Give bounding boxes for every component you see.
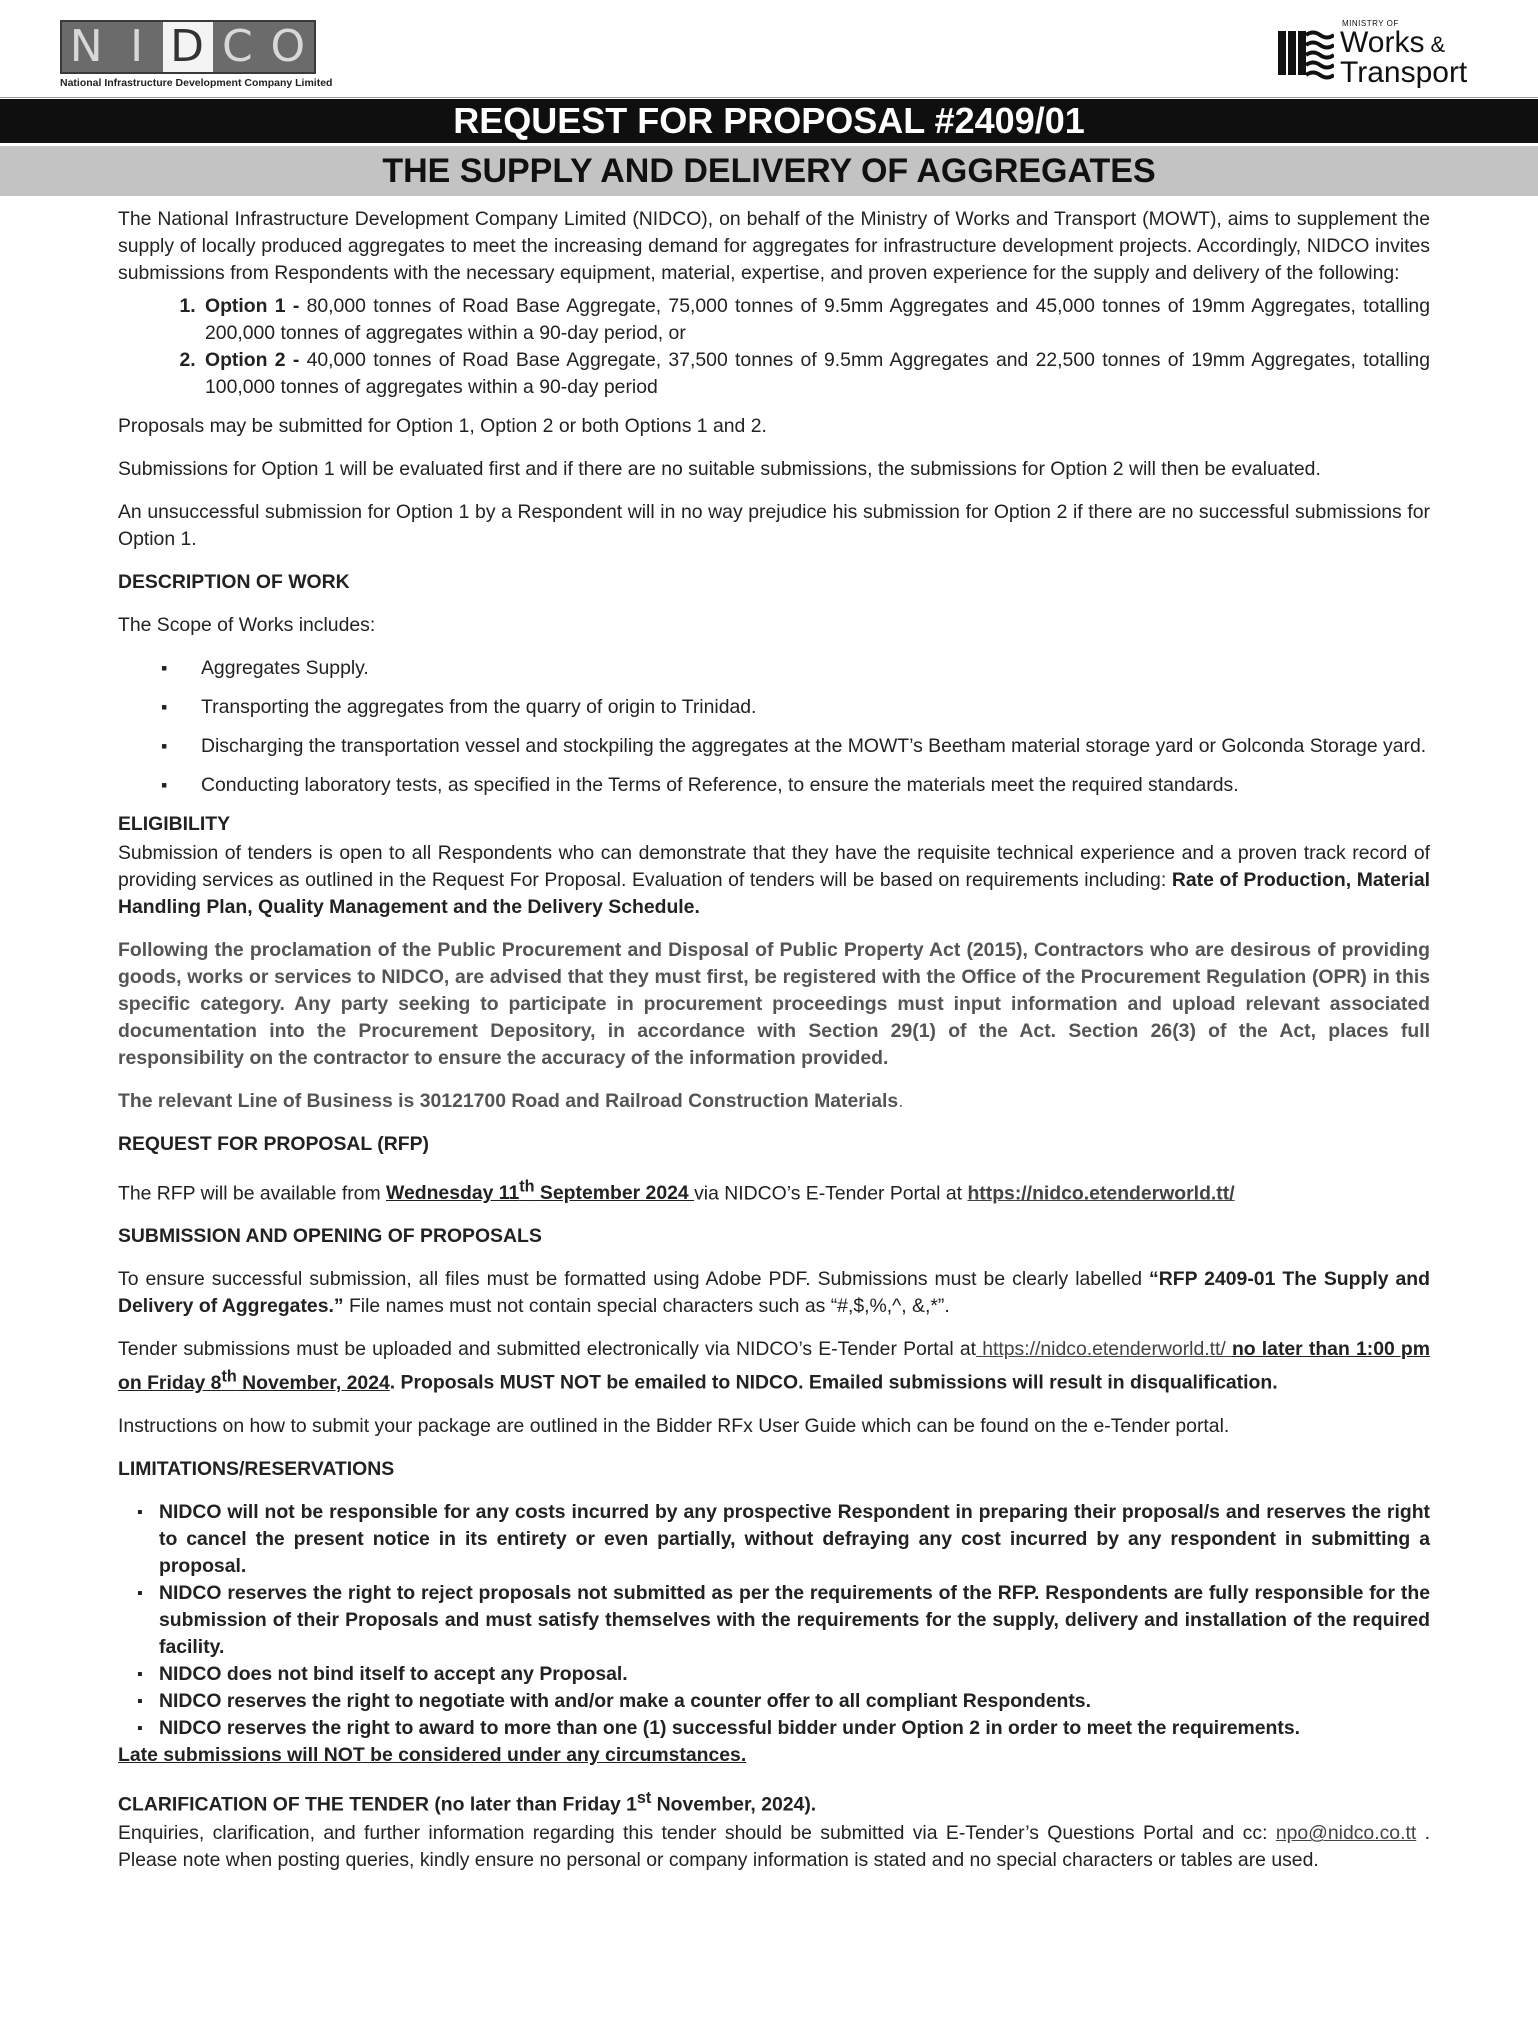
submission-heading: SUBMISSION AND OPENING OF PROPOSALS — [118, 1225, 542, 1248]
submission-format-text: To ensure successful submission, all files must be formatted using Adobe PDF. Submissions must be clearly labelled — [118, 1268, 1150, 1291]
clarification-note: . Please note when posting queries, kindly ensure no personal or company information is stated and no special characters or tables are used. — [118, 1822, 1430, 1872]
eligibility-requirements: Rate of Production, Material Handling Plan, Quality Management and the Delivery Schedule. — [118, 869, 1431, 918]
rfp-heading: REQUEST FOR PROPOSAL (RFP) — [118, 1133, 429, 1155]
scope-intro: The Scope of Works includes: — [118, 614, 376, 636]
rfp-availability-date — [386, 1178, 695, 1205]
rfp-date-rest: September 2024 — [534, 1182, 695, 1205]
limitations-list — [118, 1499, 1430, 1742]
scope-item: ▪ Conducting laboratory tests, as specified in the Terms of Reference, to ensure the materials meet the required standards. — [161, 772, 1430, 799]
evaluation-paragraph: Submissions for Option 1 will be evaluated first and if there are no suitable submissions, the submissions for Option 2 will then be evaluated. — [118, 458, 1321, 480]
nidco-fullname: National Infrastructure Development Company Limited — [60, 77, 333, 89]
options-list — [118, 293, 1430, 401]
submission-label: “RFP 2409-01 The Supply and Delivery of Aggregates.” — [118, 1268, 1430, 1318]
nidco-logo — [60, 20, 333, 89]
option-label: Option 1 - — [205, 295, 300, 317]
submission-format-paragraph — [118, 1266, 1430, 1320]
line-of-business-text: The relevant Line of Business is 30121700 Road and Railroad Construction Materials — [118, 1090, 899, 1112]
option-item — [201, 347, 1430, 401]
scope-item: ▪ Discharging the transportation vessel and stockpiling the aggregates at the MOWT’s Beetham material storage yard or Golconda Storage yard. — [161, 733, 1430, 760]
clarification-paragraph — [118, 1820, 1430, 1874]
rfp-date-suffix: th — [519, 1178, 535, 1196]
nidco-logo-letter: N — [69, 21, 105, 72]
eligibility-text: Submission of tenders is open to all Respondents who can demonstrate that they have the requisite technical experience and a proven track record of providing services as outlined in the Request For Proposal. Evaluation of tenders will be based on requirements including: — [118, 842, 1430, 891]
scope-list — [118, 655, 1430, 799]
deadline-text-b: November, 2024 — [236, 1371, 390, 1394]
submission-filenames: File names must not contain special characters such as “#,$,%,^, &,*”. — [343, 1295, 950, 1318]
line-of-business-period: . — [898, 1090, 904, 1112]
deadline-text-a: no later than 1:00 pm on Friday 8 — [118, 1338, 1430, 1394]
nidco-logo-letter: I — [130, 21, 146, 72]
option-item — [201, 293, 1430, 347]
rfp-date-day: Wednesday 11 — [386, 1182, 520, 1205]
etender-portal-link[interactable]: https://nidco.etenderworld.tt/ — [976, 1338, 1232, 1361]
limitation-item: ▪ NIDCO does not bind itself to accept any Proposal. — [137, 1661, 1430, 1688]
email-warning: . Proposals MUST NOT be emailed to NIDCO. Emailed submissions will result in disqualification. — [389, 1371, 1278, 1394]
mowt-logo — [1276, 20, 1467, 88]
limitation-item: ▪ NIDCO reserves the right to reject proposals not submitted as per the requirements of the RFP. Respondents are fully responsible for the submission of their Proposals and must satisfy themselves with the requirements for the supply, delivery and installation of the required facility. — [137, 1580, 1430, 1661]
limitation-item: ▪ NIDCO will not be responsible for any costs incurred by any prospective Respondent in preparing their proposal/s and reserves the right to cancel the present notice in its entirety or even partially, without defraying any cost incurred by any respondent in submitting a proposal. — [137, 1499, 1430, 1580]
description-heading: DESCRIPTION OF WORK — [118, 571, 350, 593]
procurement-paragraph: Following the proclamation of the Public Procurement and Disposal of Public Property Act (2015), Contractors who are desirous of providing goods, works or services to NIDCO, are advised that they must first, be registered with the Office of the Procurement Regulation (OPR) in this specific category. Any party seeking to participate in procurement proceedings must input information and upload relevant associated documentation into the Procurement Depository, in accordance with Section 29(1) of the Act. Section 26(3) of the Act, places full responsibility on the contractor to ensure the accuracy of the information provided. — [118, 939, 1430, 1069]
intro-paragraph: The National Infrastructure Development Company Limited (NIDCO), on behalf of the Ministry of Works and Transport (MOWT), aims to supplement the supply of locally produced aggregates to meet the increasing demand for aggregates for infrastructure development projects. Accordingly, NIDCO invites submissions from Respondents with the necessary equipment, material, expertise, and proven experience for the supply and delivery of the following: — [118, 208, 1430, 284]
limitation-item: ▪ NIDCO reserves the right to award to more than one (1) successful bidder under Option 2 in order to meet the requirements. — [137, 1715, 1430, 1742]
rfp-title: REQUEST FOR PROPOSAL #2409/01 — [0, 99, 1538, 143]
options-paragraph: Proposals may be submitted for Option 1, Option 2 or both Options 1 and 2. — [118, 415, 767, 437]
mowt-works-label: Works — [1340, 26, 1425, 59]
rfp-subject: THE SUPPLY AND DELIVERY OF AGGREGATES — [0, 146, 1538, 196]
clarification-heading-b: November, 2024). — [651, 1793, 817, 1816]
scope-item: ▪ Transporting the aggregates from the quarry of origin to Trinidad. — [161, 694, 1430, 721]
document-body — [118, 206, 1430, 1890]
mowt-ministry-label: MINISTRY OF — [1342, 19, 1399, 28]
scope-item: ▪ Aggregates Supply. — [161, 655, 1430, 682]
instructions-paragraph: Instructions on how to submit your package are outlined in the Bidder RFx User Guide which can be found on the e-Tender portal. — [118, 1414, 1230, 1437]
mowt-transport-label: Transport — [1340, 56, 1468, 89]
rfp-availability-mid: via NIDCO’s E-Tender Portal at — [694, 1182, 968, 1205]
page-header — [0, 0, 1538, 96]
submission-portal-text: Tender submissions must be uploaded and submitted electronically via NIDCO’s E-Tender Portal at — [118, 1338, 977, 1361]
rfp-availability — [118, 1174, 1430, 1207]
mowt-waves-icon — [1276, 25, 1334, 83]
limitations-heading: LIMITATIONS/RESERVATIONS — [118, 1457, 395, 1480]
option-label: Option 2 - — [205, 349, 300, 371]
nidco-logo-letter: O — [270, 21, 308, 72]
mowt-amp: & — [1430, 32, 1446, 57]
line-of-business — [118, 1088, 1430, 1115]
rfp-availability-pre: The RFP will be available from — [118, 1182, 386, 1205]
eligibility-heading: ELIGIBILITY — [118, 813, 231, 835]
nidco-logo-letter: D — [163, 22, 213, 72]
nidco-logo-letter: C — [222, 21, 255, 72]
etender-portal-link[interactable]: https://nidco.etenderworld.tt/ — [967, 1182, 1235, 1205]
limitation-item: ▪ NIDCO reserves the right to negotiate with and/or make a counter offer to all compliant Respondents. — [137, 1688, 1430, 1715]
eligibility-paragraph — [118, 840, 1430, 921]
header-divider — [0, 97, 1538, 98]
clarification-suffix: st — [636, 1788, 652, 1807]
clarification-heading-a: CLARIFICATION OF THE TENDER (no later than Friday 1 — [118, 1793, 637, 1816]
contact-email-link[interactable]: npo@nidco.co.tt — [1275, 1822, 1417, 1845]
clarification-text: Enquiries, clarification, and further information regarding this tender should be submitted via E-Tender’s Questions Portal and cc: — [118, 1822, 1276, 1845]
clarification-heading — [118, 1785, 1430, 1818]
late-submissions-note: Late submissions will NOT be considered under any circumstances. — [118, 1743, 747, 1766]
option-text: 80,000 tonnes of Road Base Aggregate, 75,000 tonnes of 9.5mm Aggregates and 45,000 tonnes of 19mm Aggregates, totalling 200,000 tonnes of aggregates within a 90-day period, or — [205, 295, 1430, 344]
option-text: 40,000 tonnes of Road Base Aggregate, 37,500 tonnes of 9.5mm Aggregates and 22,500 tonnes of 19mm Aggregates, totalling 100,000 tonnes of aggregates within a 90-day period — [205, 349, 1430, 398]
submission-deadline-paragraph — [118, 1336, 1430, 1396]
prejudice-paragraph: An unsuccessful submission for Option 1 by a Respondent will in no way prejudice his submission for Option 2 if there are no successful submissions for Option 1. — [118, 501, 1430, 550]
deadline-suffix: th — [221, 1367, 237, 1386]
